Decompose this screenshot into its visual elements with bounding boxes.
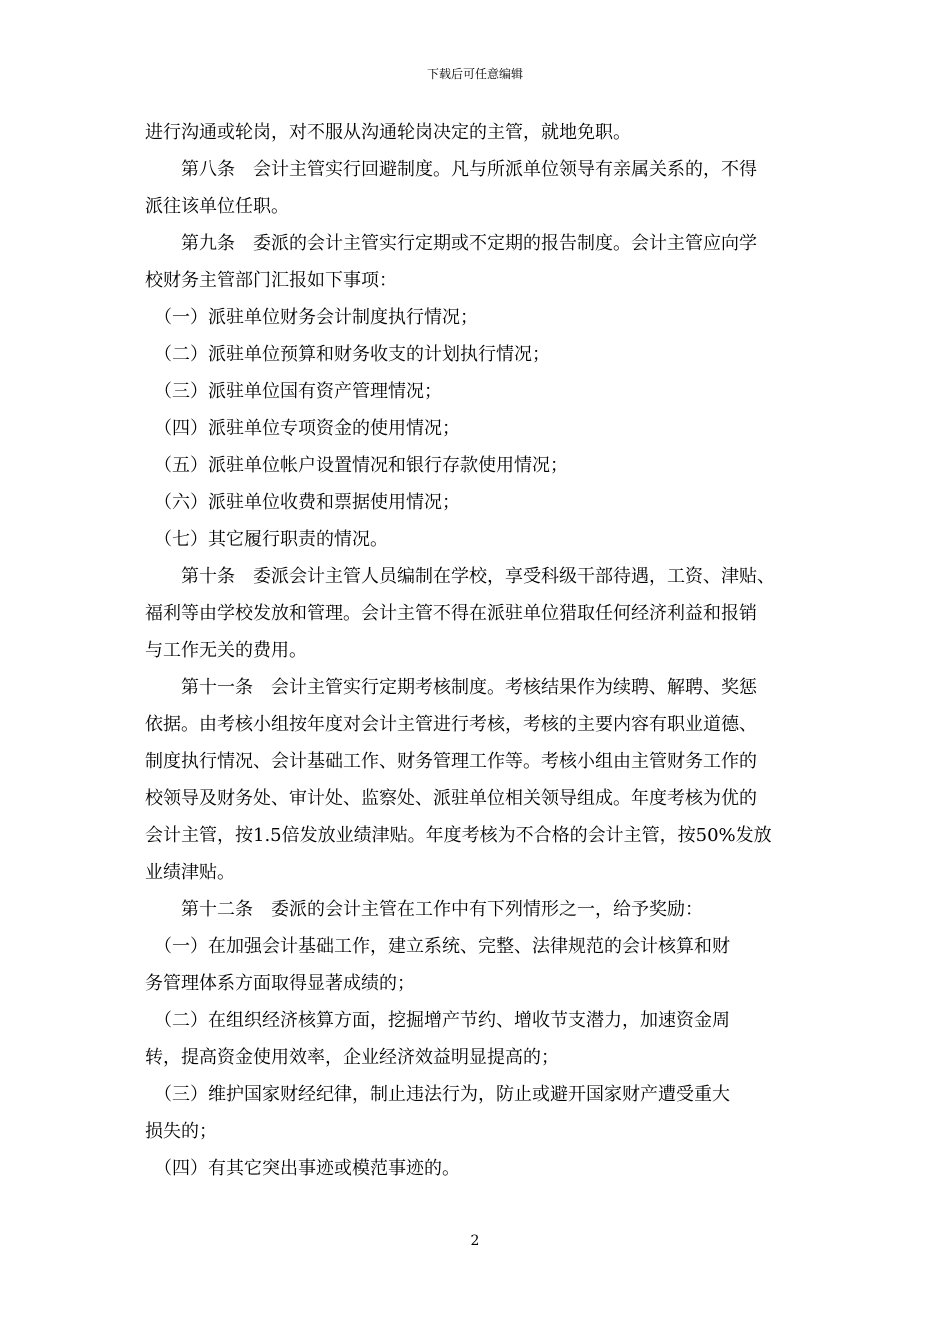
text-line: 损失的； [145, 1121, 217, 1142]
text-line: （二）派驻单位预算和财务收支的计划执行情况； [145, 344, 550, 365]
text-line: 校领导及财务处、审计处、监察处、派驻单位相关领导组成。年度考核为优的 [145, 788, 757, 809]
text-line: （七）其它履行职责的情况。 [145, 529, 388, 550]
text-line: （二）在组织经济核算方面，挖掘增产节约、增收节支潜力，加速资金周 [145, 1010, 730, 1031]
text-line: 制度执行情况、会计基础工作、财务管理工作等。考核小组由主管财务工作的 [145, 751, 757, 772]
text-line: 校财务主管部门汇报如下事项： [145, 270, 397, 291]
text-line: （六）派驻单位收费和票据使用情况； [145, 492, 460, 513]
text-line: （一）派驻单位财务会计制度执行情况； [145, 307, 478, 328]
text-line: 进行沟通或轮岗，对不服从沟通轮岗决定的主管，就地免职。 [145, 122, 631, 143]
text-line: 福利等由学校发放和管理。会计主管不得在派驻单位猎取任何经济利益和报销 [145, 603, 757, 624]
text-line: 第十一条 会计主管实行定期考核制度。考核结果作为续聘、解聘、奖惩 [145, 677, 757, 698]
text-line: 依据。由考核小组按年度对会计主管进行考核，考核的主要内容有职业道德、 [145, 714, 757, 735]
text-line: 与工作无关的费用。 [145, 640, 307, 661]
text-line: 会计主管，按1.5倍发放业绩津贴。年度考核为不合格的会计主管，按50%发放 [145, 825, 772, 846]
text-line: 务管理体系方面取得显著成绩的； [145, 973, 415, 994]
text-line: 派往该单位任职。 [145, 196, 289, 217]
page-header: 下载后可任意编辑 [426, 67, 523, 81]
text-line: （五）派驻单位帐户设置情况和银行存款使用情况； [145, 455, 568, 476]
text-line: （一）在加强会计基础工作，建立系统、完整、法律规范的会计核算和财 [145, 936, 730, 957]
text-line: （三）维护国家财经纪律，制止违法行为，防止或避开国家财产遭受重大 [145, 1084, 730, 1105]
text-line: （四）派驻单位专项资金的使用情况； [145, 418, 460, 439]
text-line: 业绩津贴。 [145, 862, 235, 883]
text-line: 第八条 会计主管实行回避制度。凡与所派单位领导有亲属关系的，不得 [145, 159, 757, 180]
text-line: （三）派驻单位国有资产管理情况； [145, 381, 442, 402]
text-line: 第十条 委派会计主管人员编制在学校，享受科级干部待遇，工资、津贴、 [145, 566, 775, 587]
page-number: 2 [470, 1233, 480, 1249]
text-line: 第十二条 委派的会计主管在工作中有下列情形之一，给予奖励： [145, 899, 703, 920]
text-line: （四）有其它突出事迹或模范事迹的。 [145, 1158, 460, 1179]
text-line: 第九条 委派的会计主管实行定期或不定期的报告制度。会计主管应向学 [145, 233, 757, 254]
text-line: 转，提高资金使用效率，企业经济效益明显提高的； [145, 1047, 559, 1068]
